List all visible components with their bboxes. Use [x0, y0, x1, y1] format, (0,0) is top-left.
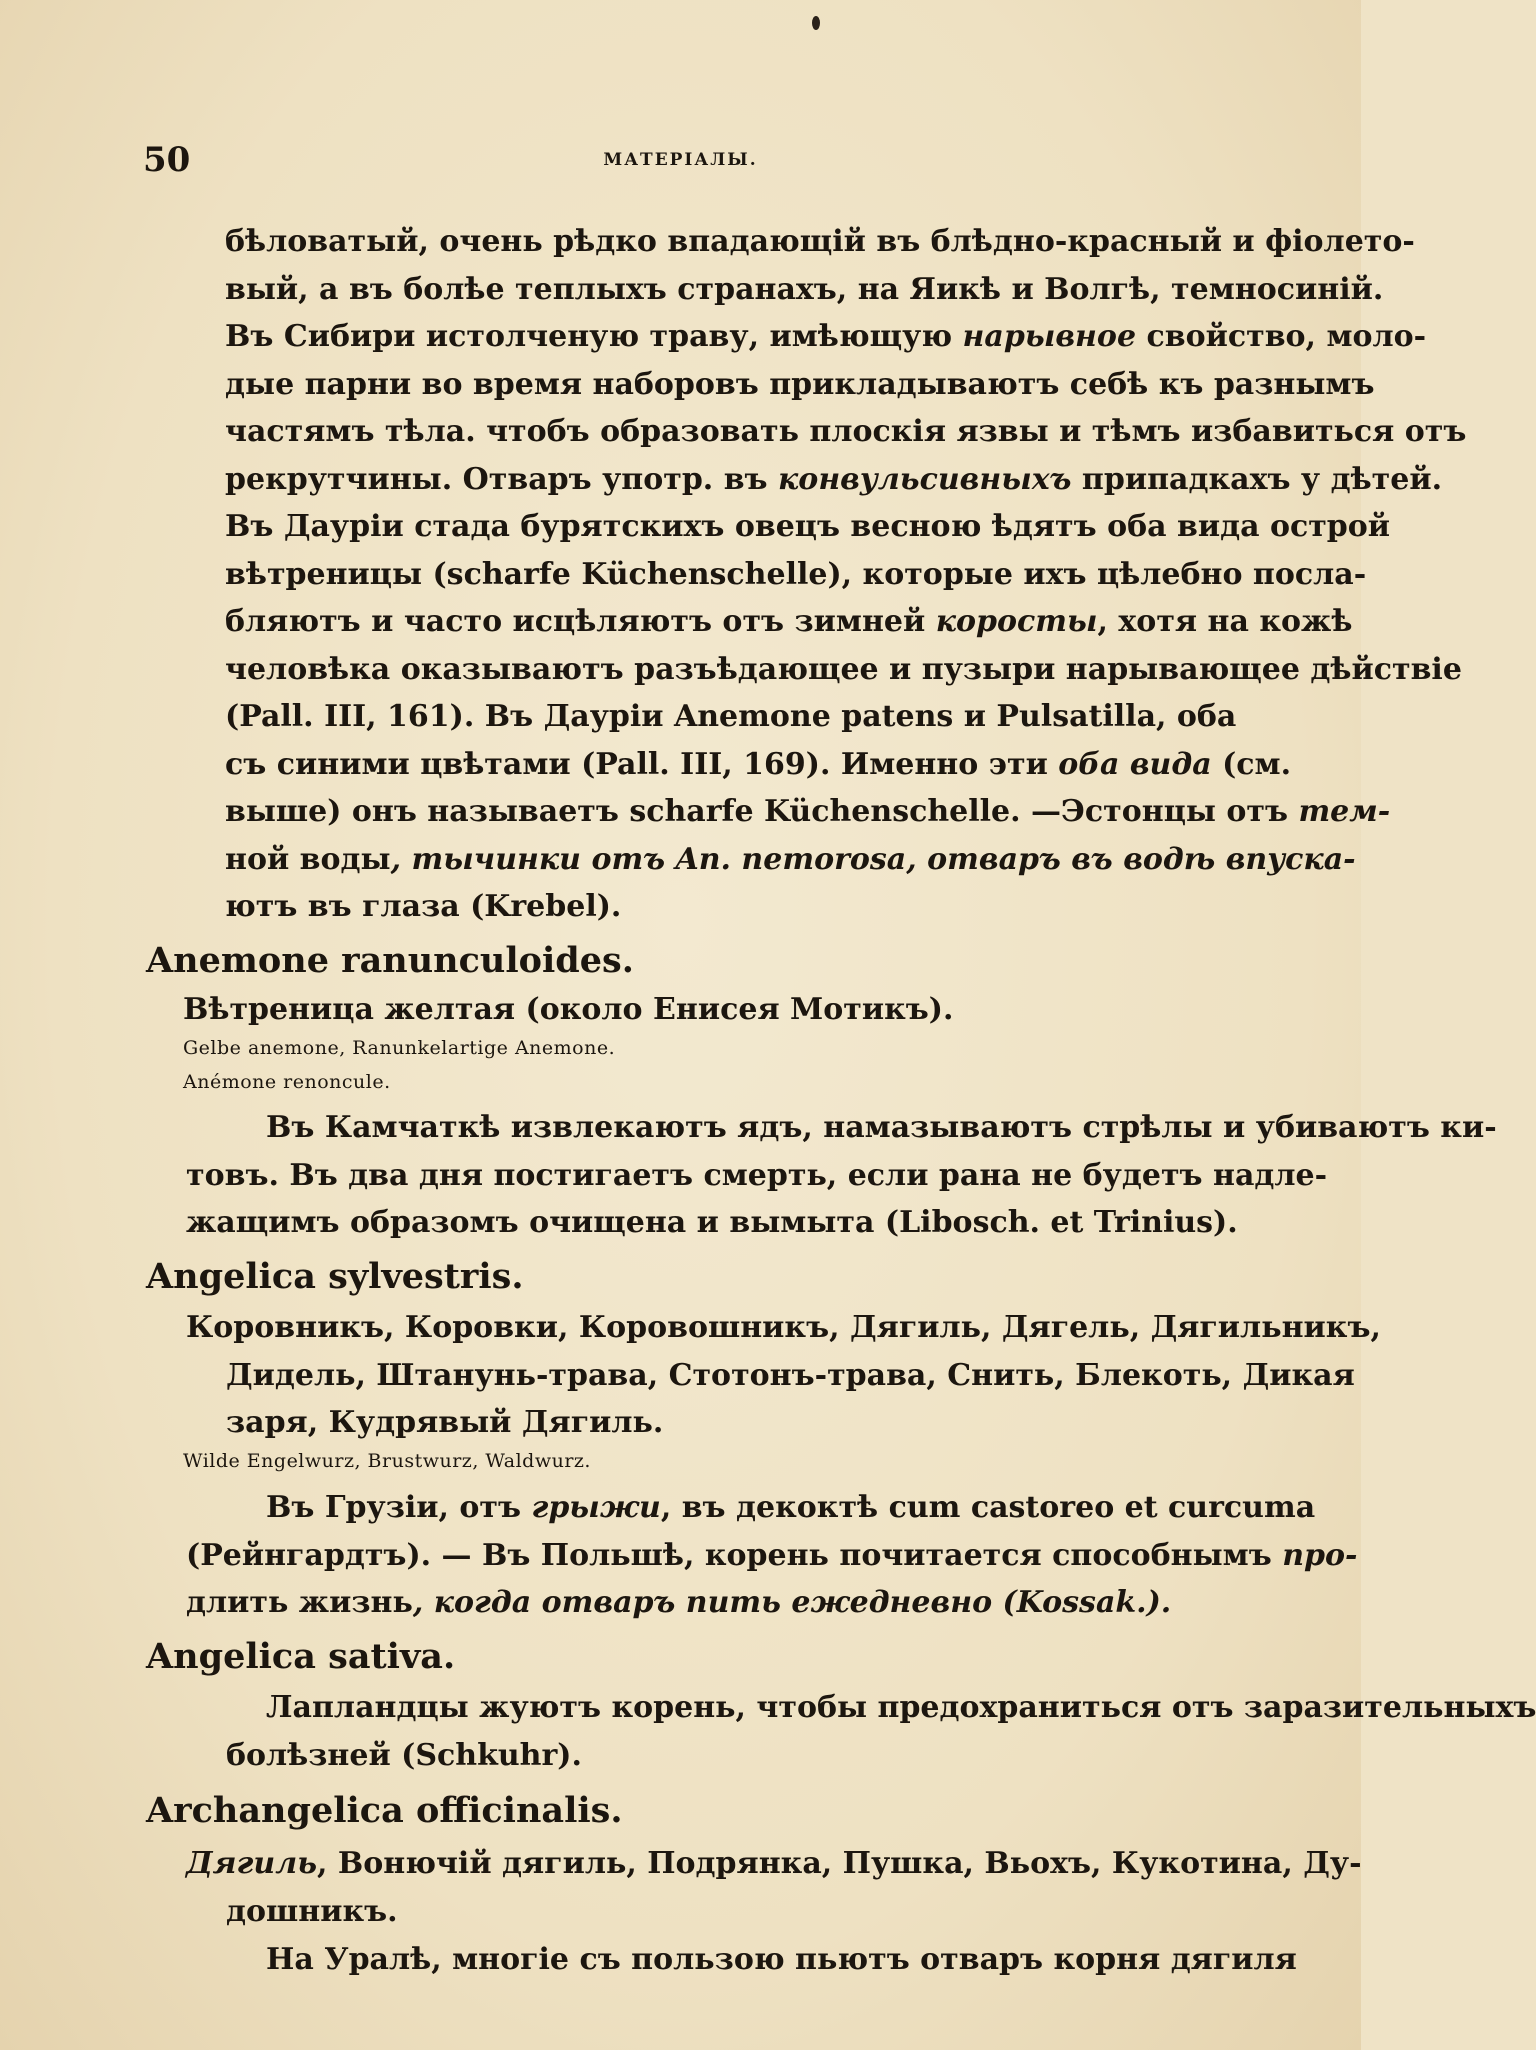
- entry-heading: Anemone ranunculoides.: [146, 940, 634, 981]
- text-line: дошникъ.: [226, 1893, 398, 1929]
- entry-text: [186, 1484, 1358, 1627]
- text-segment: припадкахъ у дѣтей.: [1071, 461, 1443, 497]
- text-segment: свойство, моло-: [1136, 319, 1427, 354]
- text-line: [225, 598, 1353, 646]
- italic-term: коросты: [935, 604, 1098, 639]
- italic-term: , когда отваръ пить ежедневно (Kossak.).: [412, 1585, 1172, 1620]
- text-line: [225, 313, 1427, 361]
- running-head: [0, 140, 1361, 180]
- text-segment: рекрутчины. Отваръ употр. въ: [225, 461, 778, 497]
- text-line: заря, Кудрявый Дягиль.: [226, 1405, 664, 1440]
- text-line: [266, 1484, 1316, 1532]
- entry-heading: Archangelica officinalis.: [146, 1790, 623, 1831]
- text-line: [225, 456, 1443, 504]
- page-number: 50: [143, 140, 191, 180]
- running-title: МАТЕРІАЛЫ.: [603, 150, 758, 170]
- text-line: Въ Камчаткѣ извлекаютъ ядъ, намазываютъ стрѣлы и убиваютъ ки-: [266, 1110, 1497, 1145]
- text-segment: , хотя на кожѣ: [1097, 604, 1353, 639]
- text-segment: , въ декоктѣ cum castoreo et curcuma: [660, 1490, 1316, 1525]
- text-line: товъ. Въ два дня постигаетъ смерть, если рана не будетъ надле-: [186, 1157, 1328, 1193]
- text-line: [225, 836, 1356, 884]
- text-segment: съ синими цвѣтами (Pall. III, 169). Именно эти: [225, 746, 1059, 782]
- text-line: Лапландцы жуютъ корень, чтобы предохраниться отъ заразительныхъ: [266, 1690, 1536, 1725]
- text-line: болѣзней (Schkuhr).: [226, 1737, 582, 1773]
- entry-text: [186, 1936, 1297, 1984]
- text-line: дые парни во время наборовъ прикладываютъ себѣ къ разнымъ: [225, 366, 1375, 402]
- text-line: ютъ въ глаза (Krebel).: [225, 889, 622, 924]
- text-line: человѣка оказываютъ разъѣдающее и пузыри нарывающее дѣйствіе: [225, 651, 1462, 687]
- text-line: вый, а въ болѣе теплыхъ странахъ, на Яикѣ и Волгѣ, темносиній.: [225, 271, 1384, 307]
- italic-term: про-: [1282, 1537, 1358, 1573]
- russian-names: [186, 1304, 1381, 1447]
- text-line: Въ Дауріи стада бурятскихъ овецъ весною ѣдятъ оба вида острой: [225, 509, 1391, 544]
- text-line: Коровникъ, Коровки, Коровошникъ, Дягиль, Дягель, Дягильникъ,: [186, 1310, 1381, 1345]
- italic-term: Дягиль: [186, 1846, 317, 1881]
- german-names: Wilde Engelwurz, Brustwurz, Waldwurz.: [183, 1450, 591, 1472]
- french-names: Anémone renoncule.: [183, 1071, 391, 1093]
- text-segment: бляютъ и часто исцѣляютъ отъ зимней: [225, 604, 936, 639]
- text-segment: (см.: [1211, 746, 1292, 782]
- entry-text: [186, 1684, 1536, 1779]
- russian-names: Вѣтреница желтая (около Енисея Мотикъ).: [183, 992, 954, 1027]
- russian-names: [186, 1840, 1362, 1935]
- italic-term: , тычинки отъ An. nemorosa, отваръ въ водѣ впуска-: [390, 841, 1356, 877]
- ink-speck: [812, 16, 820, 30]
- italic-term: грыжи: [531, 1490, 661, 1525]
- text-segment: Въ Грузіи, отъ: [266, 1490, 532, 1525]
- entry-heading: Angelica sativa.: [146, 1636, 456, 1677]
- text-line: бѣловатый, очень рѣдко впадающій въ блѣдно-красный и фіолето-: [225, 224, 1415, 259]
- text-line: частямъ тѣла. чтобъ образовать плоскія язвы и тѣмъ избавиться отъ: [225, 414, 1467, 449]
- text-line: Дидель, Штанунь-трава, Стотонъ-трава, Снить, Блекоть, Дикая: [226, 1357, 1355, 1393]
- entry-text: [186, 1104, 1497, 1247]
- text-line: [186, 1840, 1362, 1888]
- text-segment: (Рейнгардтъ). — Въ Польшѣ, корень почитается способнымъ: [186, 1537, 1283, 1573]
- text-line: жащимъ образомъ очищена и вымыта (Libosch. et Trinius).: [186, 1205, 1238, 1240]
- intro-paragraph: [225, 218, 1467, 931]
- text-line: На Уралѣ, многіе съ пользою пьютъ отваръ корня дягиля: [266, 1942, 1297, 1977]
- text-line: [186, 1579, 1200, 1627]
- text-line: [225, 788, 1391, 836]
- text-segment: ной воды: [225, 841, 391, 877]
- text-segment: длить жизнь: [186, 1585, 413, 1620]
- german-names: Gelbe anemone, Ranunkelartige Anemone.: [183, 1037, 616, 1059]
- text-line: (Pall. III, 161). Въ Дауріи Anemone patens и Pulsatilla, оба: [225, 699, 1237, 734]
- text-segment: выше) онъ называетъ scharfe Küchenschelle. —Эстонцы отъ: [225, 794, 1299, 829]
- text-line: вѣтреницы (scharfe Küchenschelle), которые ихъ цѣлебно посла-: [225, 556, 1367, 592]
- italic-term: нарывное: [962, 319, 1137, 354]
- text-line: [186, 1532, 1358, 1580]
- italic-term: тем-: [1298, 794, 1391, 829]
- italic-term: оба вида: [1058, 746, 1212, 782]
- text-segment: Въ Сибири истолченую траву, имѣющую: [225, 319, 963, 354]
- entry-heading: Angelica sylvestris.: [146, 1256, 524, 1297]
- italic-term: конвульсивныхъ: [778, 461, 1072, 497]
- text-line: [225, 741, 1292, 789]
- text-segment: , Вонючій дягиль, Подрянка, Пушка, Вьохъ, Кукотина, Ду-: [317, 1846, 1362, 1881]
